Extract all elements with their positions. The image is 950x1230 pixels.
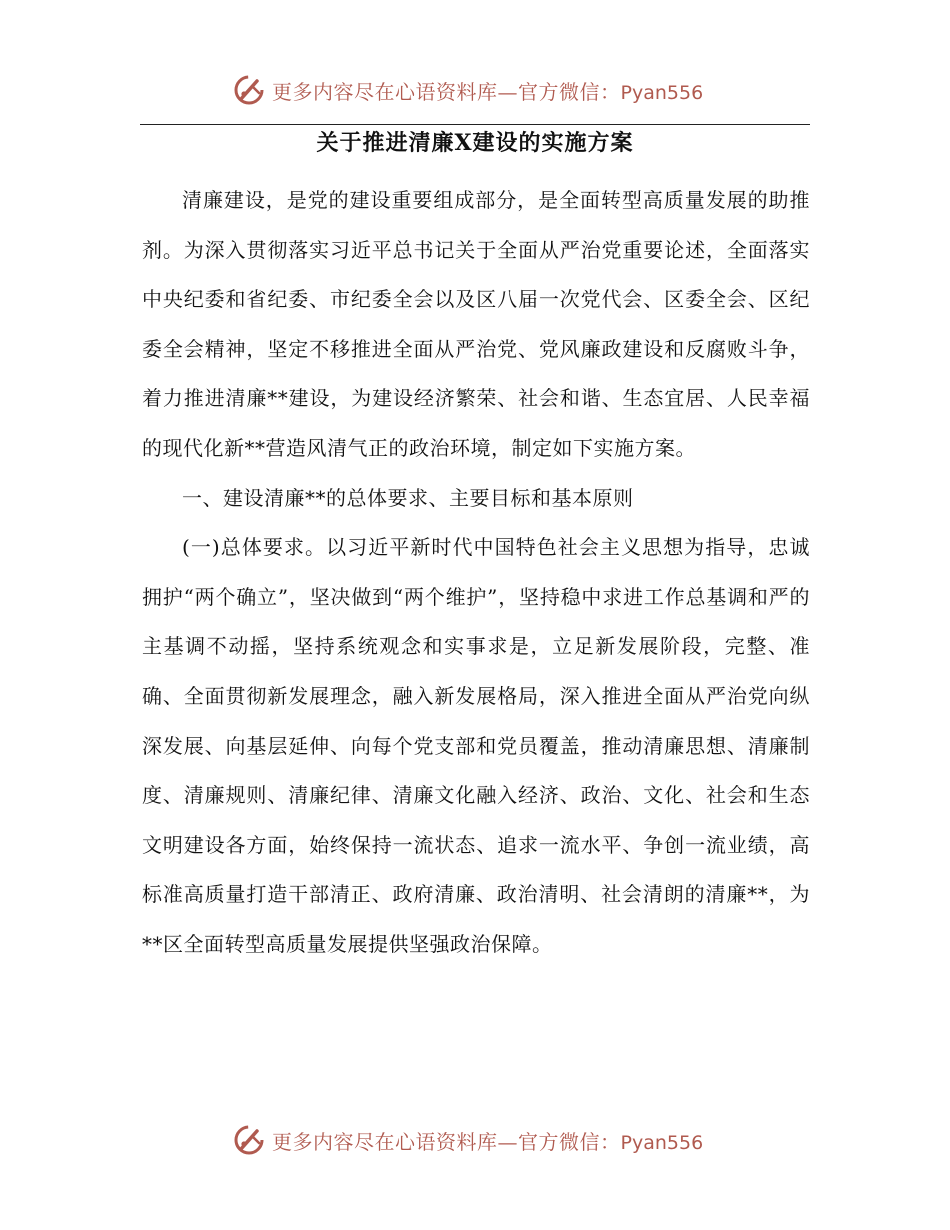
footer-watermark	[232, 1120, 703, 1160]
brush-seal-icon	[232, 1123, 266, 1157]
document-body	[142, 176, 810, 970]
header-rule	[140, 124, 810, 125]
watermark-text	[272, 76, 703, 105]
watermark-label: 更多内容尽在心语资料库—官方微信：	[272, 1129, 621, 1154]
paragraph-general-requirements: (一)总体要求。以习近平新时代中国特色社会主义思想为指导，忠诚拥护“两个确立”，坚决做到“两个维护”，坚持稳中求进工作总基调和严的主基调不动摇，坚持系统观念和实事求是，立足新发展阶段，完整、准确、全面贯彻新发展理念，融入新发展格局，深入推进全面从严治党向纵深发展、向基层延伸、向每个党支部和党员覆盖，推动清廉思想、清廉制度、清廉规则、清廉纪律、清廉文化融入经济、政治、文化、社会和生态文明建设各方面，始终保持一流状态、追求一流水平、争创一流业绩，高标准高质量打造干部清正、政府清廉、政治清明、社会清朗的清廉**，为**区全面转型高质量发展提供坚强政治保障。	[142, 535, 810, 956]
watermark-label: 更多内容尽在心语资料库—官方微信：	[272, 79, 621, 104]
document-title: 关于推进清廉X建设的实施方案	[316, 130, 634, 156]
brush-seal-icon	[232, 73, 266, 107]
section-heading-1: 一、建设清廉**的总体要求、主要目标和基本原则	[182, 485, 634, 510]
paragraph-intro: 清廉建设，是党的建设重要组成部分，是全面转型高质量发展的助推剂。为深入贯彻落实习近平总书记关于全面从严治党重要论述，全面落实中央纪委和省纪委、市纪委全会以及区八届一次党代会、区委全会、区纪委全会精神，坚定不移推进全面从严治党、党风廉政建设和反腐败斗争，着力推进清廉**建设，为建设经济繁荣、社会和谐、生态宜居、人民幸福的现代化新**营造风清气正的政治环境，制定如下实施方案。	[142, 188, 810, 460]
watermark-wechat-id: Pyan556	[620, 1131, 704, 1154]
watermark-text	[272, 1126, 703, 1155]
watermark-wechat-id: Pyan556	[620, 81, 704, 104]
header-watermark	[232, 70, 703, 110]
